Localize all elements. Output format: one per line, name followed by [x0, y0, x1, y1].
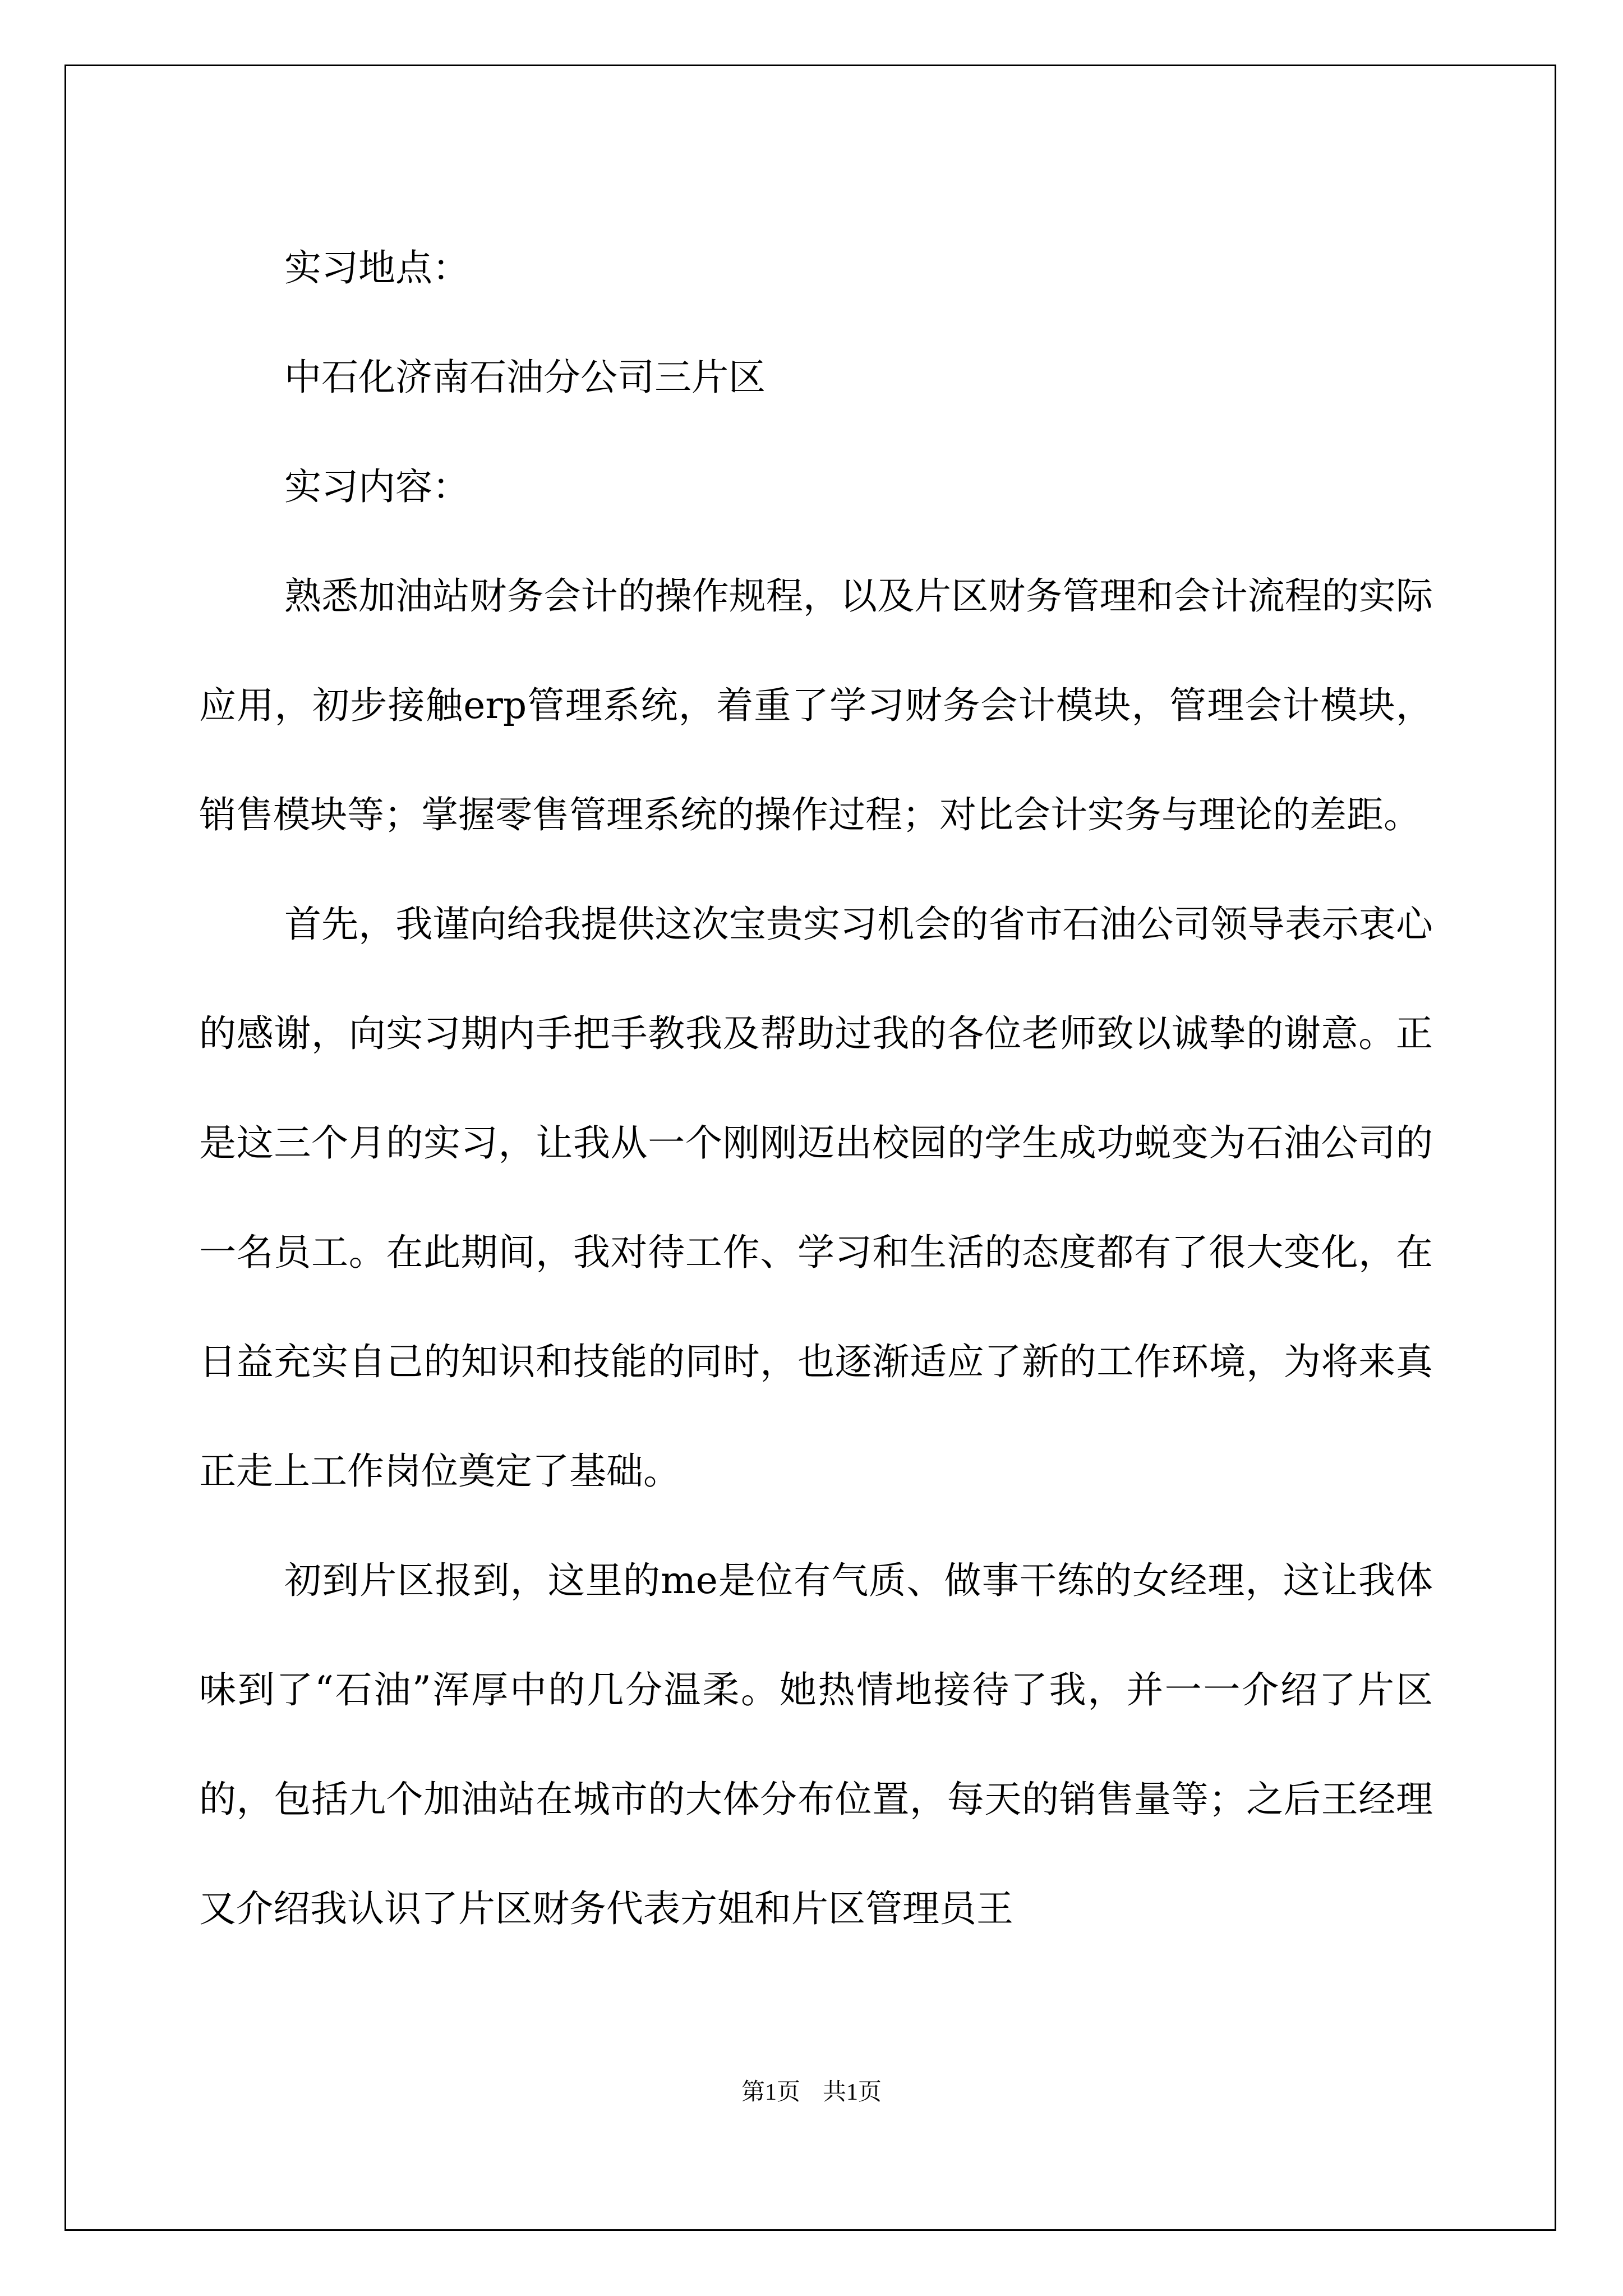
document-body: [199, 213, 1433, 1963]
paragraph-content-description: 熟悉加油站财务会计的操作规程，以及片区财务管理和会计流程的实际应用，初步接触erp管理系统，着重了学习财务会计模块，管理会计模块，销售模块等；掌握零售管理系统的操作过程；对比会计实务与理论的差距。: [199, 574, 1433, 836]
paragraph-content-label: 实习内容：: [284, 465, 469, 508]
page-total: 共1页: [823, 2079, 882, 2105]
paragraph-acknowledgement: 首先，我谨向给我提供这次宝贵实习机会的省市石油公司领导表示衷心的感谢，向实习期内手把手教我及帮助过我的各位老师致以诚挚的谢意。正是这三个月的实习，让我从一个刚刚迈出校园的学生成功蜕变为石油公司的一名员工。在此期间，我对待工作、学习和生活的态度都有了很大变化，在日益充实自己的知识和技能的同时，也逐渐适应了新的工作环境，为将来真正走上工作岗位奠定了基础。: [199, 903, 1433, 1493]
page-footer: [0, 2076, 1623, 2109]
paragraph-location-label: 实习地点：: [284, 246, 469, 289]
page-number: 第1页: [741, 2079, 800, 2105]
paragraph-arrival: 初到片区报到，这里的me是位有气质、做事干练的女经理，这让我体味到了“石油”浑厚中的几分温柔。她热情地接待了我，并一一介绍了片区的，包括九个加油站在城市的大体分布位置，每天的销售量等；之后王经理又介绍我认识了片区财务代表方姐和片区管理员王: [199, 1559, 1433, 1930]
paragraph-location-value: 中石化济南石油分公司三片区: [284, 356, 766, 399]
